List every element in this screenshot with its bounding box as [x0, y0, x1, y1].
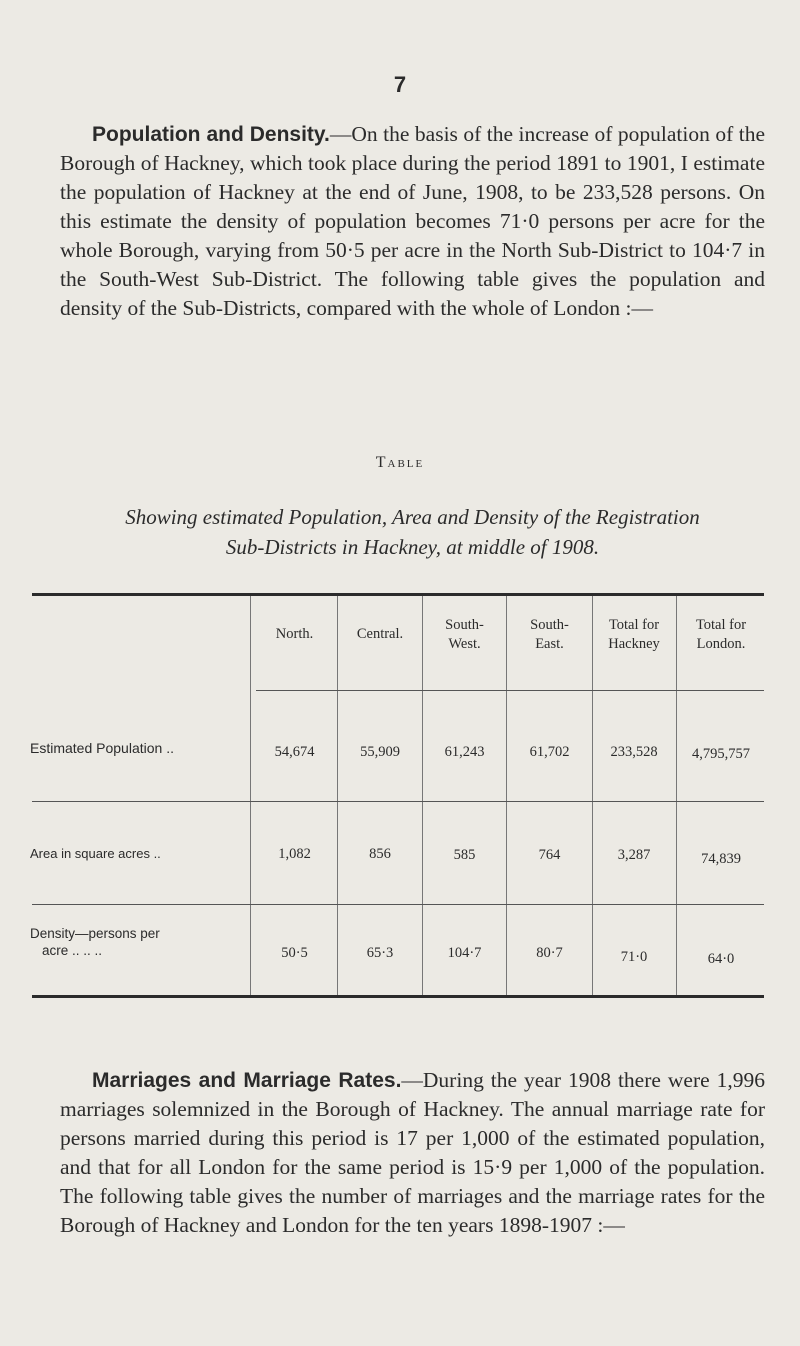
- header-rule: [256, 690, 764, 691]
- table-cell: 64·0: [707, 951, 735, 967]
- table-caption: [60, 502, 765, 562]
- table-top-rule: [32, 593, 764, 596]
- header-south-east: South- East.: [530, 617, 569, 652]
- row-label-density-line1: Density—persons per: [30, 926, 160, 941]
- table-cell: 764: [538, 847, 561, 863]
- caption-line-2: Sub-Districts in Hackney, at middle of 1908.: [225, 535, 600, 559]
- section-heading: Marriages and Marriage Rates.: [92, 1069, 402, 1092]
- row-label-density: [30, 925, 160, 959]
- table-cell: 1,082: [278, 846, 311, 862]
- row-label-density-line2: acre .. .. ..: [42, 943, 103, 958]
- column-divider: [676, 596, 677, 995]
- row-rule: [32, 904, 764, 905]
- row-label-area: Area in square acres ..: [30, 846, 161, 861]
- page-number: 7: [393, 72, 407, 97]
- table-cell: 856: [369, 846, 391, 862]
- table-cell: 233,528: [610, 744, 658, 760]
- caption-line-1: Showing estimated Population, Area and Density of the Registration: [125, 505, 700, 529]
- column-divider: [422, 596, 423, 995]
- table-cell: 74,839: [701, 851, 741, 867]
- column-divider: [250, 596, 251, 995]
- table-cell: 65·3: [366, 945, 394, 961]
- column-divider: [506, 596, 507, 995]
- header-north: North.: [275, 626, 314, 642]
- table-cell: 61,702: [529, 744, 570, 760]
- paragraph-body: —On the basis of the increase of population of the Borough of Hackney, which took place during the period 1891 to 1901, I estimate the population of Hackney at the end of June, 1908, to be 233,528 persons. On this estimate the density of population becomes 71·0 persons per acre for the whole Borough, varying from 50·5 per acre in the North Sub-District to 104·7 in the South-West Sub-District. The following table gives the population and density of the Sub-Districts, compared with the whole of London :—: [60, 122, 765, 320]
- row-rule: [32, 801, 764, 802]
- table-cell: 54,674: [274, 744, 315, 760]
- table-cell: 50·5: [281, 945, 308, 961]
- table-cell: 4,795,757: [692, 746, 750, 762]
- table-cell: 3,287: [617, 847, 651, 863]
- table-cell: 71·0: [620, 949, 648, 965]
- population-density-paragraph: [60, 120, 765, 323]
- column-divider: [337, 596, 338, 995]
- header-south-west: South- West.: [445, 617, 484, 652]
- section-heading: Population and Density.: [92, 123, 330, 146]
- table-cell: 585: [453, 847, 476, 863]
- header-central: Central.: [356, 626, 404, 642]
- row-label-estimated-population: Estimated Population ..: [30, 740, 174, 756]
- paragraph-body: —During the year 1908 there were 1,996 marriages solemnized in the Borough of Hackney. The annual marriage rate for persons married during this period is 17 per 1,000 of the estimated population, and that for all London for the same period is 15·9 per 1,000 of the population. The following table gives the number of marriages and the marriage rates for the Borough of Hackney and London for the ten years 1898-1907 :—: [60, 1068, 765, 1237]
- table-cell: 80·7: [536, 945, 563, 961]
- table-bottom-rule: [32, 995, 764, 998]
- table-cell: 104·7: [447, 945, 482, 961]
- marriages-paragraph: [60, 1066, 765, 1240]
- header-total-hackney: Total for Hackney: [608, 617, 660, 652]
- table-cell: 55,909: [360, 744, 400, 760]
- table-cell: 61,243: [444, 744, 485, 760]
- column-divider: [592, 596, 593, 995]
- header-total-london: Total for London.: [695, 617, 747, 652]
- table-label: Table: [375, 454, 425, 471]
